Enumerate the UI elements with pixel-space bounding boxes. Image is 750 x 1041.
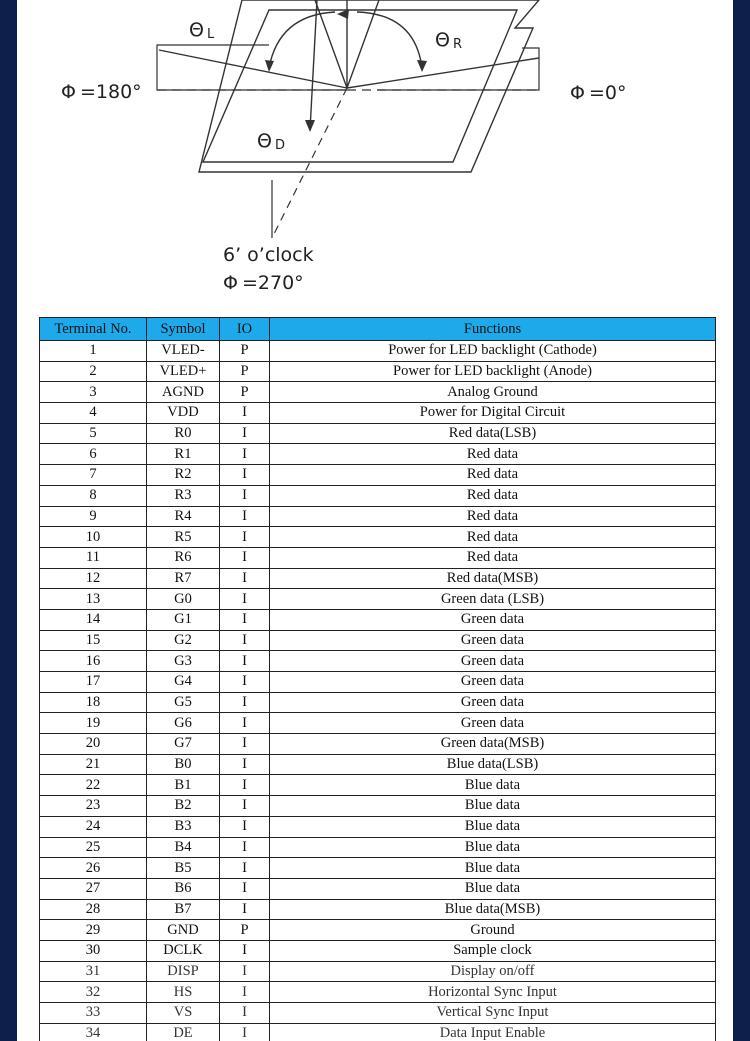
cell-io: I — [220, 796, 270, 817]
cell-function: Blue data — [270, 858, 716, 879]
cell-terminal-no: 21 — [40, 754, 147, 775]
table-header-row — [40, 318, 716, 341]
table-row — [40, 899, 716, 920]
cell-function: Power for Digital Circuit — [270, 403, 716, 424]
cell-io: I — [220, 878, 270, 899]
table-row — [40, 878, 716, 899]
cell-function: Display on/off — [270, 961, 716, 982]
cell-terminal-no: 24 — [40, 816, 147, 837]
cell-function: Red data — [270, 465, 716, 486]
cell-function: Red data(LSB) — [270, 423, 716, 444]
cell-terminal-no: 28 — [40, 899, 147, 920]
cell-function: Red data — [270, 444, 716, 465]
table-row — [40, 485, 716, 506]
table-row — [40, 796, 716, 817]
theta-r-symbol: Θ — [435, 29, 450, 51]
cell-io: I — [220, 837, 270, 858]
table-row — [40, 361, 716, 382]
table-row — [40, 547, 716, 568]
cell-function: Blue data — [270, 816, 716, 837]
table-row — [40, 816, 716, 837]
ray-left — [159, 50, 347, 88]
cell-io: I — [220, 775, 270, 796]
cell-symbol: VDD — [147, 403, 220, 424]
cell-terminal-no: 15 — [40, 630, 147, 651]
cell-io: I — [220, 961, 270, 982]
cell-symbol: VS — [147, 1003, 220, 1024]
table-row — [40, 506, 716, 527]
cell-io: I — [220, 734, 270, 755]
cell-io: I — [220, 1023, 270, 1041]
viewing-angle-diagram — [17, 0, 733, 305]
cell-io: I — [220, 589, 270, 610]
phi-0-label: =0° — [589, 82, 627, 104]
cell-terminal-no: 19 — [40, 713, 147, 734]
cell-io: P — [220, 920, 270, 941]
table-row — [40, 609, 716, 630]
plane-left — [157, 45, 347, 90]
cell-terminal-no: 25 — [40, 837, 147, 858]
cell-function: Blue data(MSB) — [270, 899, 716, 920]
cell-function: Analog Ground — [270, 382, 716, 403]
cell-symbol: DCLK — [147, 940, 220, 961]
cell-function: Green data — [270, 713, 716, 734]
cell-terminal-no: 7 — [40, 465, 147, 486]
phi-270-label: =270° — [242, 272, 304, 294]
cell-symbol: G5 — [147, 692, 220, 713]
cell-symbol: G0 — [147, 589, 220, 610]
table-row — [40, 382, 716, 403]
cell-function: Sample clock — [270, 940, 716, 961]
cell-terminal-no: 14 — [40, 609, 147, 630]
cell-symbol: VLED- — [147, 341, 220, 362]
cell-symbol: DE — [147, 1023, 220, 1041]
table-row — [40, 341, 716, 362]
cell-terminal-no: 1 — [40, 341, 147, 362]
table-row — [40, 961, 716, 982]
table-row — [40, 423, 716, 444]
cell-terminal-no: 2 — [40, 361, 147, 382]
cell-io: I — [220, 816, 270, 837]
cell-terminal-no: 34 — [40, 1023, 147, 1041]
cell-symbol: GND — [147, 920, 220, 941]
cell-io: I — [220, 713, 270, 734]
cell-terminal-no: 8 — [40, 485, 147, 506]
cell-io: I — [220, 692, 270, 713]
cell-symbol: G6 — [147, 713, 220, 734]
cell-function: Blue data — [270, 796, 716, 817]
cell-function: Red data — [270, 547, 716, 568]
cell-terminal-no: 31 — [40, 961, 147, 982]
six-oclock-label: 6’ o’clock — [223, 244, 314, 266]
cell-io: I — [220, 423, 270, 444]
cell-symbol: G3 — [147, 651, 220, 672]
cell-terminal-no: 17 — [40, 672, 147, 693]
cell-symbol: B5 — [147, 858, 220, 879]
cell-io: I — [220, 754, 270, 775]
cell-function: Ground — [270, 920, 716, 941]
cell-terminal-no: 18 — [40, 692, 147, 713]
cell-function: Data Input Enable — [270, 1023, 716, 1041]
cell-function: Horizontal Sync Input — [270, 982, 716, 1003]
pin-assignment-table — [39, 317, 716, 1041]
cell-symbol: AGND — [147, 382, 220, 403]
table-row — [40, 982, 716, 1003]
cell-io: P — [220, 341, 270, 362]
cell-terminal-no: 29 — [40, 920, 147, 941]
cell-symbol: R2 — [147, 465, 220, 486]
phi-180-symbol: Φ — [61, 81, 76, 103]
arrowhead-d — [305, 120, 315, 132]
cell-function: Green data — [270, 651, 716, 672]
table-row — [40, 692, 716, 713]
cell-symbol: R3 — [147, 485, 220, 506]
cell-terminal-no: 12 — [40, 568, 147, 589]
cell-function: Green data(MSB) — [270, 734, 716, 755]
cell-io: I — [220, 630, 270, 651]
arrowhead-r — [417, 60, 427, 72]
cell-terminal-no: 10 — [40, 527, 147, 548]
table-row — [40, 630, 716, 651]
ray-down — [310, 0, 317, 130]
cell-terminal-no: 3 — [40, 382, 147, 403]
cell-function: Blue data — [270, 775, 716, 796]
table-row — [40, 940, 716, 961]
cell-symbol: B0 — [147, 754, 220, 775]
cell-terminal-no: 9 — [40, 506, 147, 527]
cell-terminal-no: 32 — [40, 982, 147, 1003]
cell-io: I — [220, 982, 270, 1003]
cell-io: I — [220, 858, 270, 879]
header-functions: Functions — [270, 318, 716, 341]
cell-io: I — [220, 940, 270, 961]
cell-io: I — [220, 527, 270, 548]
cell-io: I — [220, 651, 270, 672]
cell-function: Red data — [270, 485, 716, 506]
cell-io: I — [220, 485, 270, 506]
cell-symbol: HS — [147, 982, 220, 1003]
theta-r-label: R — [453, 37, 463, 52]
cell-symbol: R0 — [147, 423, 220, 444]
cell-symbol: B7 — [147, 899, 220, 920]
ray-right — [347, 58, 539, 88]
cell-symbol: B4 — [147, 837, 220, 858]
theta-l-symbol: Θ — [189, 19, 204, 41]
table-body — [40, 341, 716, 1041]
cell-symbol: B6 — [147, 878, 220, 899]
phi-270-symbol: Φ — [223, 272, 238, 294]
cell-function: Green data — [270, 692, 716, 713]
header-symbol: Symbol — [147, 318, 220, 341]
cell-io: I — [220, 465, 270, 486]
table-row — [40, 920, 716, 941]
table-row — [40, 527, 716, 548]
table-row — [40, 444, 716, 465]
cell-symbol: DISP — [147, 961, 220, 982]
table-row — [40, 734, 716, 755]
theta-d-symbol: Θ — [257, 130, 272, 152]
header-terminal-no: Terminal No. — [40, 318, 147, 341]
cell-io: I — [220, 568, 270, 589]
table-row — [40, 403, 716, 424]
cell-function: Red data(MSB) — [270, 568, 716, 589]
cell-symbol: B3 — [147, 816, 220, 837]
table-row — [40, 713, 716, 734]
cell-terminal-no: 13 — [40, 589, 147, 610]
cell-function: Vertical Sync Input — [270, 1003, 716, 1024]
cell-terminal-no: 23 — [40, 796, 147, 817]
cell-io: I — [220, 403, 270, 424]
cell-symbol: G1 — [147, 609, 220, 630]
cell-function: Red data — [270, 506, 716, 527]
cell-symbol: VLED+ — [147, 361, 220, 382]
cell-symbol: R6 — [147, 547, 220, 568]
cell-io: P — [220, 382, 270, 403]
table-row — [40, 568, 716, 589]
theta-l-label: L — [207, 27, 215, 42]
cell-io: I — [220, 1003, 270, 1024]
cell-function: Green data (LSB) — [270, 589, 716, 610]
cell-function: Green data — [270, 630, 716, 651]
arc-theta-r — [357, 12, 422, 68]
cell-function: Red data — [270, 527, 716, 548]
cell-symbol: R1 — [147, 444, 220, 465]
cell-function: Blue data — [270, 878, 716, 899]
cell-symbol: R5 — [147, 527, 220, 548]
datasheet-page — [17, 0, 733, 1041]
cell-terminal-no: 6 — [40, 444, 147, 465]
axis-down-dashed — [272, 88, 347, 238]
cell-io: I — [220, 444, 270, 465]
cell-symbol: R4 — [147, 506, 220, 527]
cell-symbol: R7 — [147, 568, 220, 589]
table-row — [40, 465, 716, 486]
table-row — [40, 589, 716, 610]
table-row — [40, 858, 716, 879]
cell-function: Power for LED backlight (Anode) — [270, 361, 716, 382]
viewing-angle-figure — [17, 0, 733, 305]
cell-terminal-no: 11 — [40, 547, 147, 568]
cell-terminal-no: 20 — [40, 734, 147, 755]
cell-terminal-no: 4 — [40, 403, 147, 424]
cell-function: Blue data — [270, 837, 716, 858]
cell-function: Blue data(LSB) — [270, 754, 716, 775]
cell-terminal-no: 26 — [40, 858, 147, 879]
cell-symbol: G7 — [147, 734, 220, 755]
cell-function: Power for LED backlight (Cathode) — [270, 341, 716, 362]
cell-symbol: G2 — [147, 630, 220, 651]
cell-terminal-no: 22 — [40, 775, 147, 796]
theta-d-label: D — [275, 138, 286, 153]
cell-io: I — [220, 899, 270, 920]
cell-io: I — [220, 547, 270, 568]
table-row — [40, 754, 716, 775]
cell-io: I — [220, 506, 270, 527]
cell-function: Green data — [270, 672, 716, 693]
table-row — [40, 1003, 716, 1024]
phi-180-label: =180° — [80, 81, 142, 103]
tilt-line-2 — [347, 0, 379, 88]
header-io: IO — [220, 318, 270, 341]
cell-terminal-no: 27 — [40, 878, 147, 899]
cell-terminal-no: 5 — [40, 423, 147, 444]
cell-function: Green data — [270, 609, 716, 630]
cell-symbol: G4 — [147, 672, 220, 693]
cell-symbol: B1 — [147, 775, 220, 796]
arrowhead-l — [265, 60, 274, 72]
table-row — [40, 775, 716, 796]
table-row — [40, 651, 716, 672]
table-row — [40, 1023, 716, 1041]
cell-io: P — [220, 361, 270, 382]
cell-terminal-no: 16 — [40, 651, 147, 672]
cell-terminal-no: 30 — [40, 940, 147, 961]
table-row — [40, 837, 716, 858]
table-row — [40, 672, 716, 693]
cell-symbol: B2 — [147, 796, 220, 817]
phi-0-symbol: Φ — [570, 82, 585, 104]
cell-terminal-no: 33 — [40, 1003, 147, 1024]
cell-io: I — [220, 672, 270, 693]
arc-theta-l — [269, 12, 335, 68]
cell-io: I — [220, 609, 270, 630]
